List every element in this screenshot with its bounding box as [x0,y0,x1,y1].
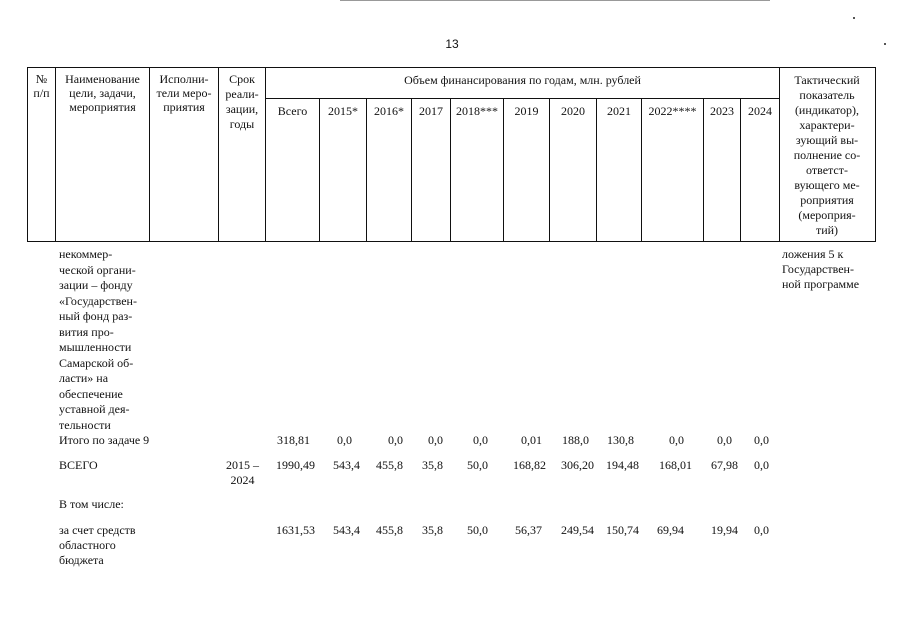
year-header: 2022**** [648,104,697,118]
header-num: № п/п [33,72,50,100]
year-header: 2016* [374,104,404,118]
table-cell: 1631,53 [276,523,315,537]
year-header: 2023 [710,104,734,118]
table-cell: 0,0 [473,433,488,447]
table-cell: 0,0 [428,433,443,447]
table-cell: 150,74 [606,523,639,537]
table-cell: 249,54 [561,523,594,537]
table-cell: 543,4 [333,458,360,472]
page-number: 13 [445,37,459,51]
table-cell: 35,8 [422,458,443,472]
table-cell: 69,94 [657,523,684,537]
table-cell: 0,0 [388,433,403,447]
table-cell: 50,0 [467,523,488,537]
year-header: 2019 [514,104,539,118]
table-cell: 188,0 [562,433,589,447]
table-cell: 19,94 [711,523,738,537]
table-cell: 0,01 [521,433,542,447]
year-header: 2015* [328,104,358,118]
table-cell: 306,20 [561,458,594,472]
table-cell: 1990,49 [276,458,315,472]
row-label: за счет средств областного бюджета [59,523,136,567]
year-header: 2024 [748,104,772,118]
header-executors: Исполни- тели меро- приятия [156,72,212,114]
header-indicator: Тактический показатель (индикатор), характери- зующий вы- полнение со- ответст- вующего ме- роприятия (мероприя- тий) [793,73,861,237]
table-cell: 0,0 [669,433,684,447]
year-header: 2018*** [456,104,498,118]
table-cell: 168,82 [513,458,546,472]
row-label: В том числе: [59,497,124,511]
header-name: Наименование цели, задачи, мероприятия [65,72,140,114]
table-cell: 0,0 [754,433,769,447]
table-cell: 56,37 [515,523,542,537]
row-label: ВСЕГО [59,458,98,472]
table-cell: 194,48 [606,458,639,472]
continued-indicator: ложения 5 к Государствен- ной программе [782,247,860,291]
table-cell: 35,8 [422,523,443,537]
table-cell: 0,0 [754,523,769,537]
top-edge-line [340,0,770,1]
year-header: 2021 [607,104,631,118]
scan-speck [853,17,855,19]
table-cell: 455,8 [376,523,403,537]
table-cell: 0,0 [337,433,352,447]
row-term: 2015 – 2024 [226,458,259,487]
table-cell: 0,0 [717,433,732,447]
table-cell: 543,4 [333,523,360,537]
year-header: Всего [277,104,308,118]
table-cell: 50,0 [467,458,488,472]
row-label: Итого по задаче 9 [59,433,150,447]
table-cell: 455,8 [376,458,403,472]
header-funding-title: Объем финансирования по годам, млн. рублей [404,73,641,87]
continued-description: некоммер- ческой органи- зации – фонду «Государствен- ный фонд раз- вития про- мышленности Самарской об- ласти» на обеспечение уставной дея- тельности [59,247,137,432]
table-cell: 168,01 [659,458,692,472]
year-header: 2017 [419,104,443,118]
header-term: Срок реали- зации, годы [225,72,259,131]
table-cell: 130,8 [607,433,634,447]
table-cell: 0,0 [754,458,769,472]
table-cell: 67,98 [711,458,738,472]
table-cell: 318,81 [277,433,310,447]
year-header: 2020 [561,104,585,118]
